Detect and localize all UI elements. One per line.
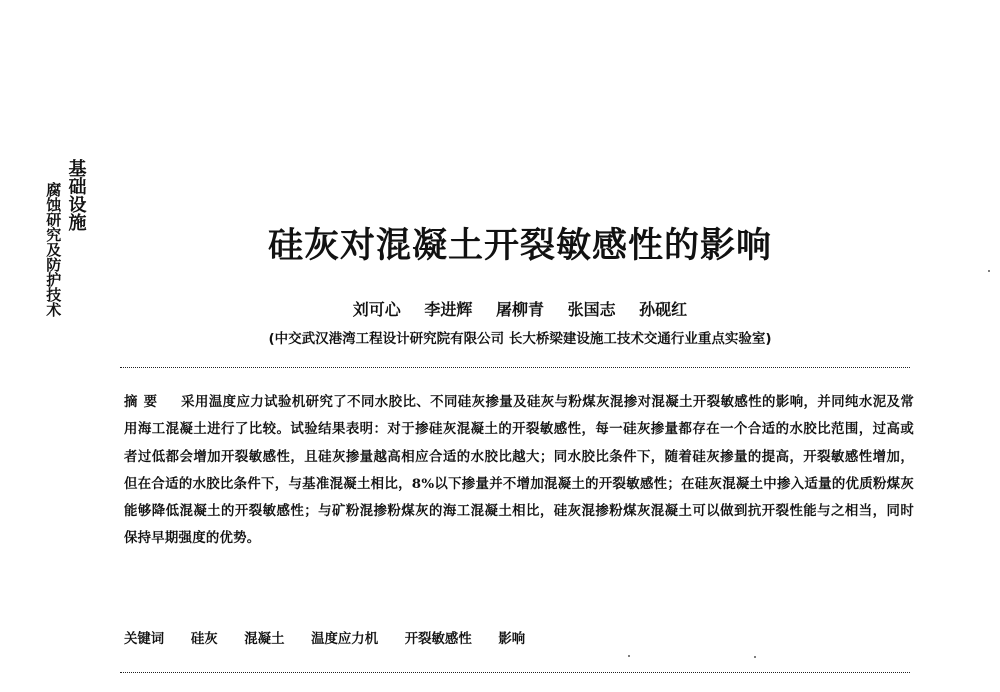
article-title: 硅灰对混凝土开裂敏感性的影响: [267, 225, 772, 266]
abstract-label: 摘要: [124, 394, 164, 410]
author-affiliation: (中交武汉港湾工程设计研究院有限公司 长大桥梁建设施工技术交通行业重点实验室): [268, 331, 772, 347]
scan-speck: [628, 655, 630, 657]
author-list: [120, 297, 920, 320]
dotted-divider-bottom: [120, 672, 910, 673]
author-name: 张国志: [567, 300, 616, 319]
dotted-divider-top: [120, 367, 910, 368]
keyword: 开裂敏感性: [404, 631, 472, 647]
keyword: 硅灰: [190, 631, 218, 647]
author-name: 李进辉: [424, 300, 473, 319]
sidebar-section-title: 基础设施: [65, 159, 87, 231]
sidebar-section-subtitle: 腐蚀研究及防护技术: [44, 182, 63, 317]
abstract-block: [124, 389, 914, 553]
keywords-block: [124, 628, 914, 647]
author-name: 孙砚红: [639, 300, 688, 319]
author-name: 屠柳青: [495, 300, 544, 319]
keyword: 温度应力机: [311, 631, 379, 647]
keywords-label: 关键词: [124, 631, 165, 647]
scan-speck: [754, 656, 756, 658]
scan-speck: [988, 270, 990, 272]
keyword: 影响: [498, 631, 526, 647]
abstract-text: 采用温度应力试验机研究了不同水胶比、不同硅灰掺量及硅灰与粉煤灰混掺对混凝土开裂敏感性的影响，并同纯水泥及常用海工混凝土进行了比较。试验结果表明：对于掺硅灰混凝土的开裂敏感性，每一硅灰掺量都存在一个合适的水胶比范围，过高或者过低都会增加开裂敏感性，且硅灰掺量越高相应合适的水胶比越大；同水胶比条件下，随着硅灰掺量的提高，开裂敏感性增加，但在合适的水胶比条件下，与基准混凝土相比，8%以下掺量并不增加混凝土的开裂敏感性；在硅灰混凝土中掺入适量的优质粉煤灰能够降低混凝土的开裂敏感性；与矿粉混掺粉煤灰的海工混凝土相比，硅灰混掺粉煤灰混凝土可以做到抗开裂性能与之相当，同时保持早期强度的优势。: [124, 394, 915, 547]
author-name: 刘可心: [352, 300, 401, 319]
keyword: 混凝土: [244, 631, 285, 647]
